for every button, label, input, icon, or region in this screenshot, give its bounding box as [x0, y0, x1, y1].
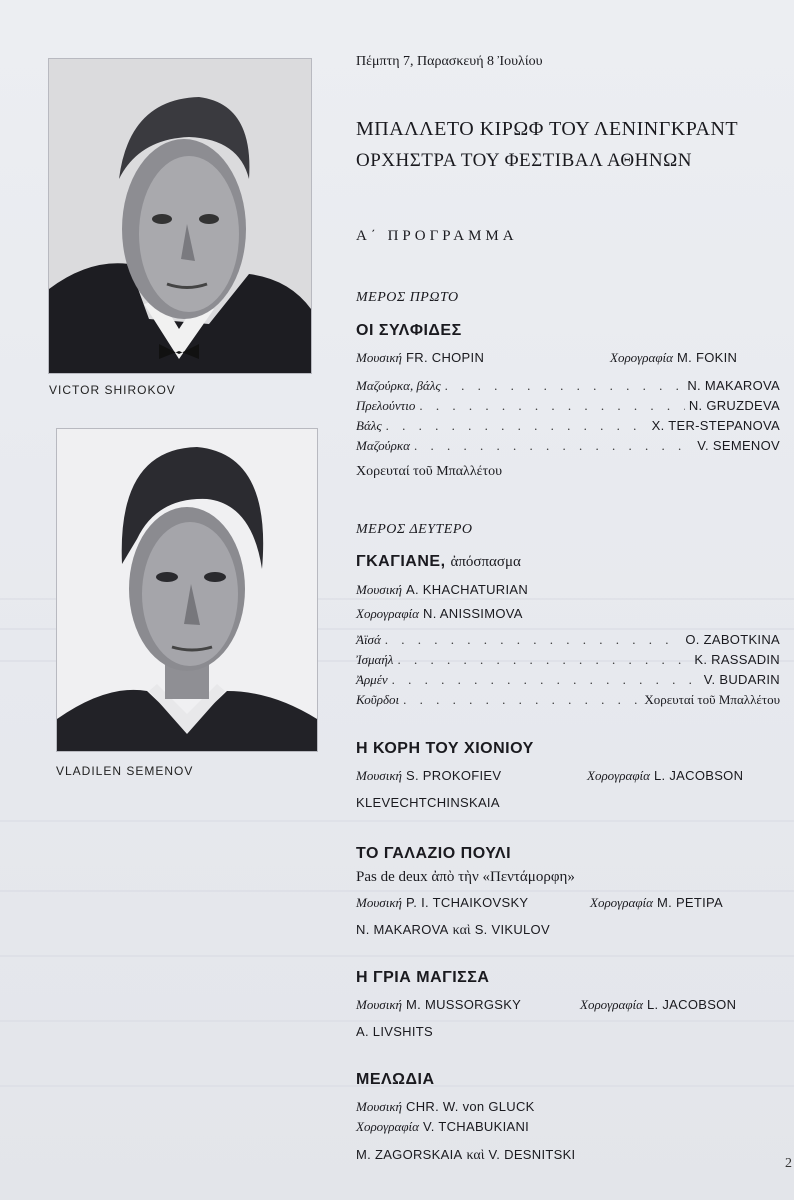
cast-row: Πρελούντιο . . . N. GRUZDEVA [356, 398, 780, 414]
portrait-photo-semenov [56, 428, 318, 752]
cast-row: Ἀρμέν . . . V. BUDARIN [356, 672, 780, 688]
sylphides-choreo-credit: Χορογραφία M. FOKIN [610, 350, 738, 365]
bluebird-subtitle: Pas de deux ἀπὸ τὴν «Πεντάμορφη» [356, 869, 575, 885]
cast-row: Ἰσμαήλ . . . K. RASSADIN [356, 652, 780, 668]
orchestra-title: ΟΡΧΗΣΤΡΑ ΤΟΥ ΦΕΣΤΙΒΑΛ ΑΘΗΝΩΝ [356, 150, 692, 171]
sylphides-music-credit: Μουσική FR. CHOPIN [356, 350, 485, 365]
snow-music-credit: Μουσική S. PROKOFIEV [356, 768, 502, 783]
bluebird-choreo-credit: Χορογραφία M. PETIPA [590, 895, 724, 910]
part-one-label: ΜΕΡΟΣ ΠΡΩΤΟ [356, 290, 459, 305]
corps-de-ballet-note: Χορευταί τοῦ Μπαλλέτου [356, 464, 503, 479]
snow-choreo-credit: Χορογραφία L. JACOBSON [587, 768, 744, 783]
gayane-title: ΓΚΑΓΙΑΝΕ, ἀπόσπασμα [356, 553, 521, 570]
performance-dates: Πέμπτη 7, Παρασκευή 8 Ἰουλίου [356, 54, 543, 69]
snow-dancers: KLEVECHTCHINSKAIA [356, 795, 500, 810]
old-witch-title: Η ΓΡΙΑ ΜΑΓΙΣΣΑ [356, 969, 490, 986]
gayane-choreo-credit: Χορογραφία N. ANISSIMOVA [356, 606, 523, 621]
page-number: 2 [785, 1156, 792, 1171]
bluebird-music-credit: Μουσική P. I. TCHAIKOVSKY [356, 895, 529, 910]
program-label: Α΄ ΠΡΟΓΡΑΜΜΑ [356, 228, 518, 244]
part-two-label: ΜΕΡΟΣ ΔΕΥΤΕΡΟ [356, 522, 473, 537]
portrait-photo-shirokov [48, 58, 312, 374]
melody-dancers: M. ZAGORSKAIA καὶ V. DESNITSKI [356, 1147, 576, 1163]
bluebird-dancers: N. MAKAROVA καὶ S. VIKULOV [356, 922, 550, 938]
les-sylphides-title: ΟΙ ΣΥΛΦΙΔΕΣ [356, 322, 462, 339]
company-title: ΜΠΑΛΛΕΤΟ ΚΙΡΩΦ ΤΟΥ ΛΕΝΙΝΓΚΡΑΝΤ [356, 118, 739, 140]
melody-title: ΜΕΛΩΔΙΑ [356, 1071, 435, 1088]
melody-music-credit: Μουσική CHR. W. von GLUCK [356, 1099, 535, 1114]
cast-row: Μαζούρκα . . . V. SEMENOV [356, 438, 780, 454]
bluebird-title: ΤΟ ΓΑΛΑΖΙΟ ΠΟΥΛΙ [356, 845, 512, 862]
witch-choreo-credit: Χορογραφία L. JACOBSON [580, 997, 737, 1012]
snow-maiden-title: Η ΚΟΡΗ ΤΟΥ ΧΙΟΝΙΟΥ [356, 740, 534, 757]
cast-row: Βάλς . . . X. TER-STEPANOVA [356, 418, 780, 434]
witch-music-credit: Μουσική M. MUSSORGSKY [356, 997, 522, 1012]
witch-dancers: A. LIVSHITS [356, 1024, 433, 1039]
cast-row: Ἀϊσά . . . O. ZABOTKINA [356, 632, 780, 648]
cast-row: Μαζούρκα, βάλς . . . N. MAKAROVA [356, 378, 780, 394]
photo-caption-1: VICTOR SHIROKOV [49, 383, 176, 397]
melody-choreo-credit: Χορογραφία V. TCHABUKIANI [356, 1119, 530, 1134]
cast-row: Κοῦρδοι . . . Χορευταί τοῦ Μπαλλέτου [356, 692, 780, 708]
gayane-music-credit: Μουσική A. KHACHATURIAN [356, 582, 529, 597]
photo-caption-2: VLADILEN SEMENOV [56, 764, 194, 778]
